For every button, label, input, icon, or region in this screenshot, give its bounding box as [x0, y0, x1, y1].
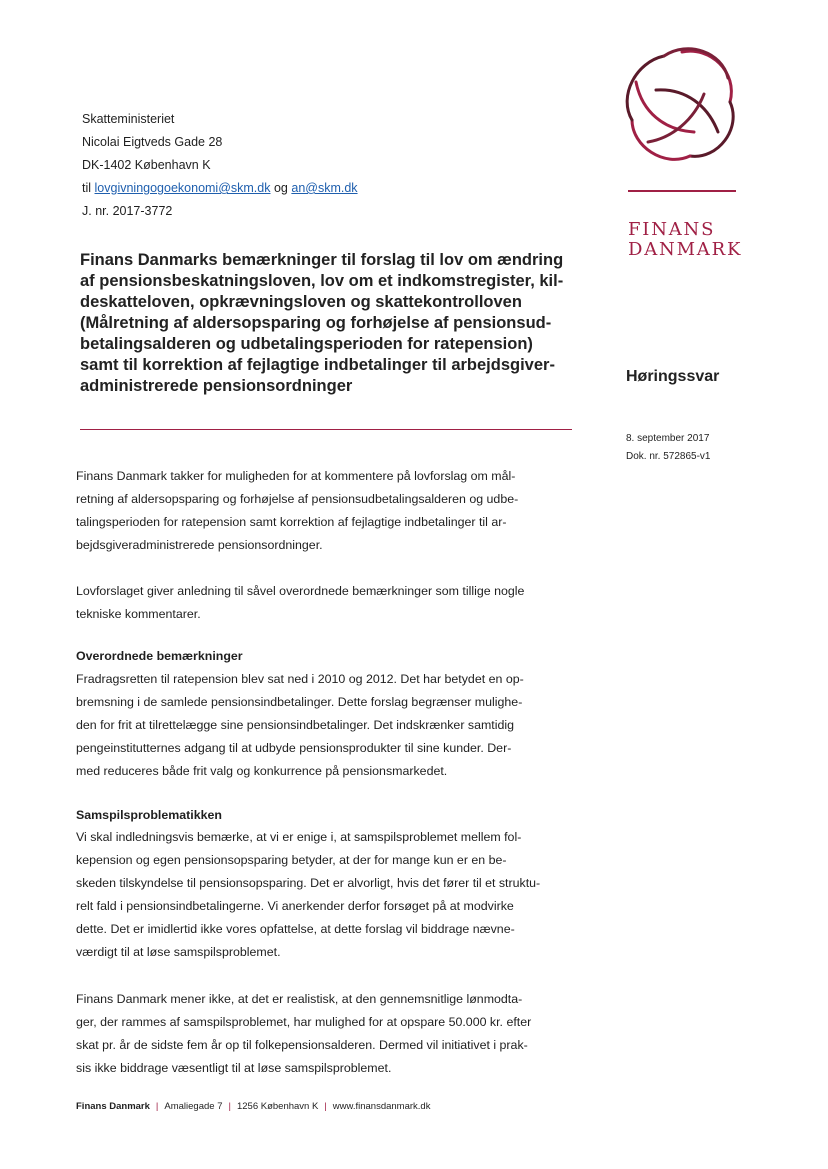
text-line: Finans Danmark takker for muligheden for at kommentere på lovforslag om mål- — [76, 469, 516, 483]
text-line: skeden tilskyndelse til pensionsopsparing. Det er alvorligt, hvis det fører til et struktu- — [76, 876, 541, 890]
text-line: dette. Det er imidlertid ikke vores opfattelse, at dette forslag vil biddrage nævne- — [76, 922, 515, 936]
title-line: administrerede pensionsordninger — [80, 377, 353, 395]
footer-org: Finans Danmark — [76, 1101, 150, 1112]
footer-street: Amaliegade 7 — [164, 1101, 223, 1112]
paragraph-general — [76, 668, 576, 783]
document-meta — [626, 430, 711, 466]
text-line: bejdsgiveradministrerede pensionsordninger. — [76, 538, 323, 552]
brand-wordmark — [628, 220, 742, 260]
address-line: Nicolai Eigtveds Gade 28 — [82, 135, 223, 149]
title-line: deskatteloven, opkrævningsloven og skattekontrolloven — [80, 293, 522, 311]
document-date: 8. september 2017 — [626, 433, 710, 444]
paragraph-intro — [76, 465, 576, 557]
text-line: skat pr. år de sidste fem år op til folkepensionsalderen. Dermed vil initiativet i prak- — [76, 1038, 528, 1052]
paragraph-overview — [76, 580, 576, 626]
footer-separator: | — [155, 1101, 159, 1112]
text-line: talingsperioden for ratepension samt korrektion af fejlagtige indbetalinger til ar- — [76, 515, 507, 529]
title-line: Finans Danmarks bemærkninger til forslag til lov om ændring — [80, 251, 564, 269]
document-number: Dok. nr. 572865-v1 — [626, 451, 711, 462]
title-line: betalingsalderen og udbetalingsperioden for ratepension) — [80, 335, 533, 353]
to-prefix: til — [82, 181, 92, 195]
footer-website-link[interactable]: www.finansdanmark.dk — [332, 1101, 431, 1112]
address-line: DK-1402 København K — [82, 158, 211, 172]
section-heading-general: Overordnede bemærkninger — [76, 649, 243, 663]
paragraph-interplay — [76, 826, 576, 964]
footer-separator: | — [324, 1101, 327, 1112]
address-line: Skatteministeriet — [82, 112, 175, 126]
text-line: relt fald i pensionsindbetalingerne. Vi anerkender derfor forsøget på at modvirke — [76, 899, 514, 913]
and-word: og — [273, 181, 288, 195]
text-line: Finans Danmark mener ikke, at det er realistisk, at den gennemsnitlige lønmodta- — [76, 992, 523, 1006]
email-link-2[interactable]: an@skm.dk — [291, 181, 358, 195]
page-footer — [76, 1101, 430, 1112]
section-heading-interplay: Samspilsproblematikken — [76, 808, 222, 822]
footer-separator: | — [228, 1101, 231, 1112]
journal-number: J. nr. 2017-3772 — [82, 204, 173, 218]
brand-line-2: DANMARK — [628, 239, 743, 260]
recipient-address — [82, 108, 358, 223]
title-line: (Målretning af aldersopsparing og forhøjelse af pensionsud- — [80, 314, 552, 332]
text-line: kepension og egen pensionsopsparing betyder, at der for mange kun er en be- — [76, 853, 507, 867]
text-line: retning af aldersopsparing og forhøjelse af pensionsudbetalingsalderen og udbe- — [76, 492, 519, 506]
email-link-1[interactable]: lovgivningogoekonomi@skm.dk — [94, 181, 271, 195]
paragraph-realism — [76, 988, 576, 1080]
text-line: Fradragsretten til ratepension blev sat ned i 2010 og 2012. Det har betydet en op- — [76, 672, 524, 686]
text-line: med reduceres både frit valg og konkurrence på pensionsmarkedet. — [76, 764, 448, 778]
text-line: pengeinstitutternes adgang til at udbyde pensionsprodukter til sine kunder. Der- — [76, 741, 512, 755]
text-line: tekniske kommentarer. — [76, 607, 201, 621]
text-line: værdigt til at løse samspilsproblemet. — [76, 945, 281, 959]
text-line: ger, der rammes af samspilsproblemet, har mulighed for at opspare 50.000 kr. efter — [76, 1015, 532, 1029]
title-divider — [80, 429, 572, 430]
brand-line-1: FINANS — [628, 219, 716, 240]
title-line: af pensionsbeskatningsloven, lov om et indkomstregister, kil- — [80, 272, 564, 290]
document-type: Høringssvar — [626, 368, 720, 385]
text-line: Lovforslaget giver anledning til såvel overordnede bemærkninger som tillige nogle — [76, 584, 525, 598]
text-line: sis ikke biddrage væsentligt til at løse samspilsproblemet. — [76, 1061, 392, 1075]
footer-city: 1256 København K — [236, 1101, 319, 1112]
text-line: den for frit at tilrettelægge sine pensionsindbetalinger. Det indskrænker samtidig — [76, 718, 515, 732]
letter-title — [80, 250, 580, 397]
title-line: samt til korrektion af fejlagtige indbetalinger til arbejdsgiver- — [80, 356, 555, 374]
text-line: bremsning i de samlede pensionsindbetalinger. Dette forslag begrænser mulighe- — [76, 695, 523, 709]
brand-divider — [628, 190, 736, 192]
interlocking-loops-logo — [618, 42, 746, 166]
text-line: Vi skal indledningsvis bemærke, at vi er enige i, at samspilsproblemet mellem fol- — [76, 830, 522, 844]
email-line — [82, 177, 358, 200]
